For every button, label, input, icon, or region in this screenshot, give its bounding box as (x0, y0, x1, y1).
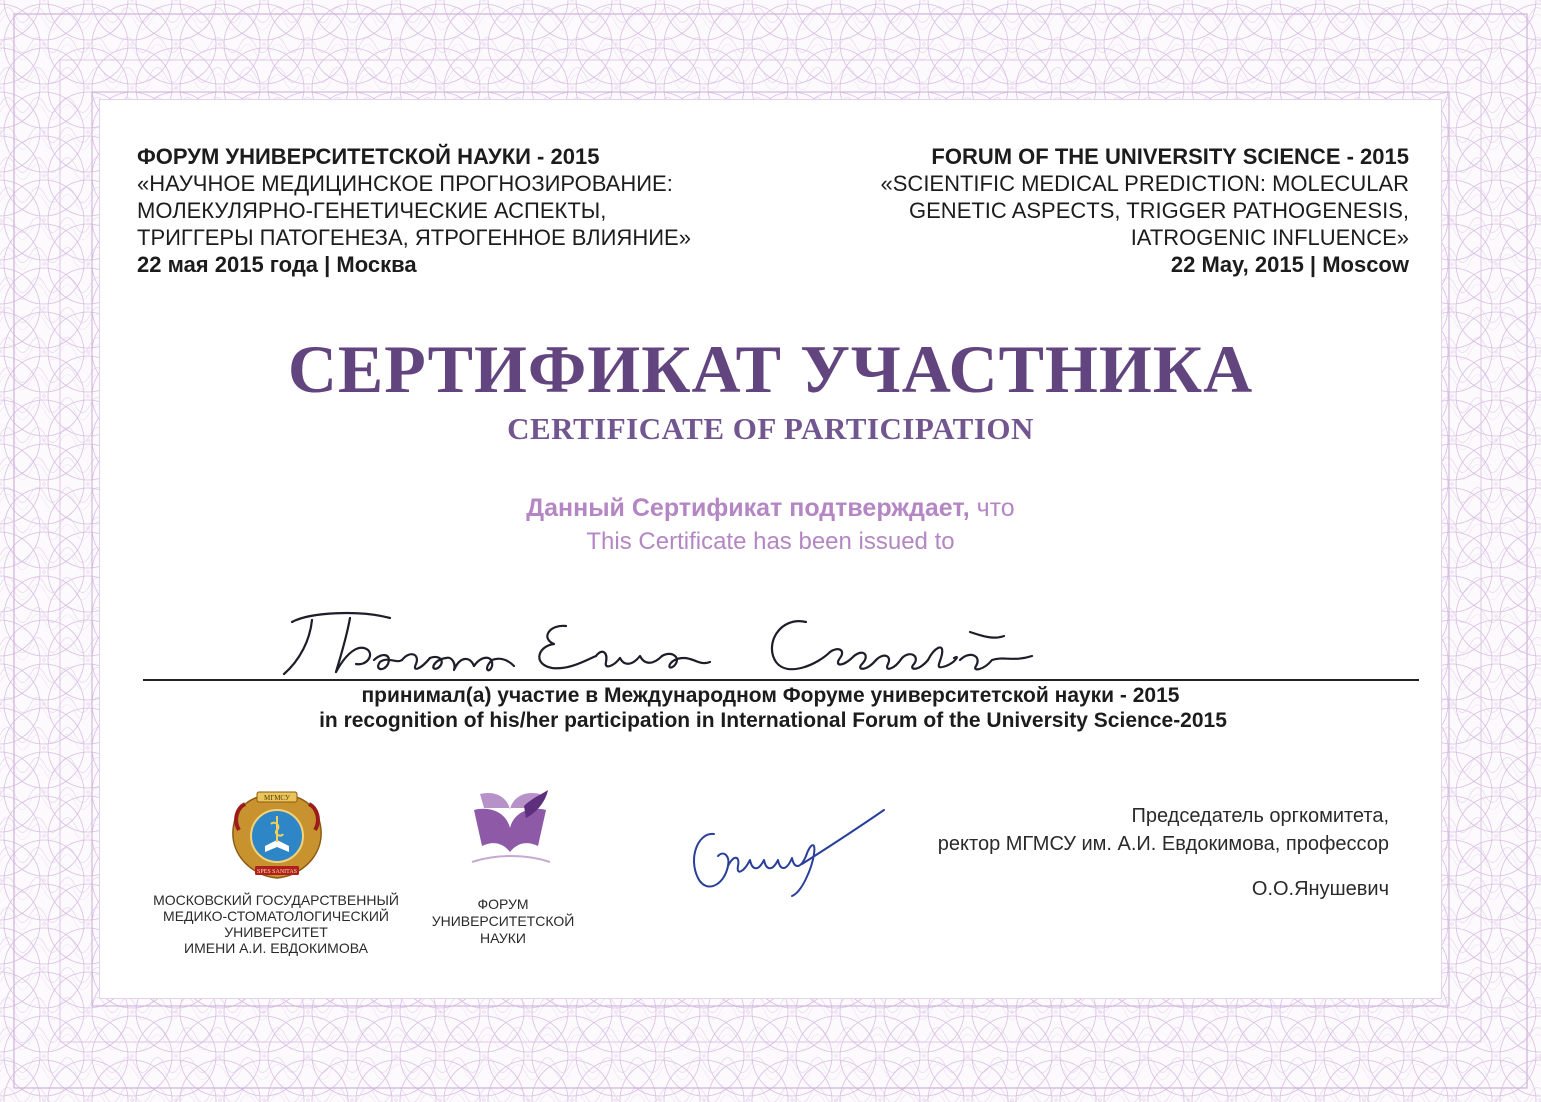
signatory-role (938, 802, 1389, 858)
confirm-text-ru (0, 494, 1541, 523)
topic-line-ru-2: МОЛЕКУЛЯРНО-ГЕНЕТИЧЕСКИЕ АСПЕКТЫ, (137, 198, 607, 223)
topic-line-en-1: «SCIENTIFIC MEDICAL PREDICTION: MOLECULAR (880, 171, 1409, 196)
forum-name-line-3: НАУКИ (480, 930, 526, 946)
rector-signature (684, 806, 888, 900)
signatory-role-line-1: Председатель оргкомитета, (1131, 805, 1389, 827)
emblem-motto-text: SPES SANITAS (256, 869, 298, 875)
university-name-line-3: УНИВЕРСИТЕТ (224, 924, 328, 940)
forum-name (418, 896, 588, 947)
university-name (135, 892, 417, 956)
signatory-name: О.О.Янушевич (1251, 878, 1389, 900)
header-en (881, 143, 1409, 278)
university-name-line-1: МОСКОВСКИЙ ГОСУДАРСТВЕННЫЙ (153, 892, 399, 908)
handwritten-recipient-name (270, 600, 1060, 690)
forum-name-line-2: УНИВЕРСИТЕТСКОЙ (431, 913, 575, 929)
university-emblem-logo (229, 790, 325, 882)
confirm-text-ru-main: Данный Сертификат подтверждает, (526, 494, 970, 522)
university-name-line-2: МЕДИКО-СТОМАТОЛОГИЧЕСКИЙ (163, 908, 389, 924)
topic-line-ru-3: ТРИГГЕРЫ ПАТОГЕНЕЗА, ЯТРОГЕННОЕ ВЛИЯНИЕ» (137, 225, 691, 250)
forum-name-line-1: ФОРУМ (477, 896, 529, 912)
topic-line-en-3: IATROGENIC INFLUENCE» (1130, 225, 1409, 250)
recipient-name-line (143, 679, 1419, 681)
forum-book-logo (466, 788, 556, 870)
topic-line-ru-1: «НАУЧНОЕ МЕДИЦИНСКОЕ ПРОГНОЗИРОВАНИЕ: (137, 171, 673, 196)
signatory-role-line-2: ректор МГМСУ им. А.И. Евдокимова, профессор (937, 833, 1389, 855)
date-place-ru: 22 мая 2015 года | Москва (137, 252, 417, 277)
header-ru (137, 143, 691, 278)
certificate-title-en: CERTIFICATE OF PARTICIPATION (507, 411, 1034, 446)
confirm-text-ru-tail: что (969, 494, 1015, 522)
emblem-top-text: МГМСУ (264, 794, 290, 802)
participation-text-en: in recognition of his/her participation in International Forum of the University Science-2015 (319, 709, 1227, 732)
topic-line-en-2: GENETIC ASPECTS, TRIGGER PATHOGENESIS, (909, 198, 1409, 223)
certificate-title-ru: СЕРТИФИКАТ УЧАСТНИКА (287, 331, 1254, 407)
participation-text-ru: принимал(а) участие в Международном Форуме университетской науки - 2015 (361, 684, 1180, 707)
university-name-line-4: ИМЕНИ А.И. ЕВДОКИМОВА (184, 940, 368, 956)
date-place-en: 22 May, 2015 | Moscow (1170, 252, 1409, 277)
confirm-text-en: This Certificate has been issued to (586, 528, 955, 555)
forum-title-ru: ФОРУМ УНИВЕРСИТЕТСКОЙ НАУКИ - 2015 (137, 144, 600, 169)
forum-title-en: FORUM OF THE UNIVERSITY SCIENCE - 2015 (931, 144, 1409, 169)
